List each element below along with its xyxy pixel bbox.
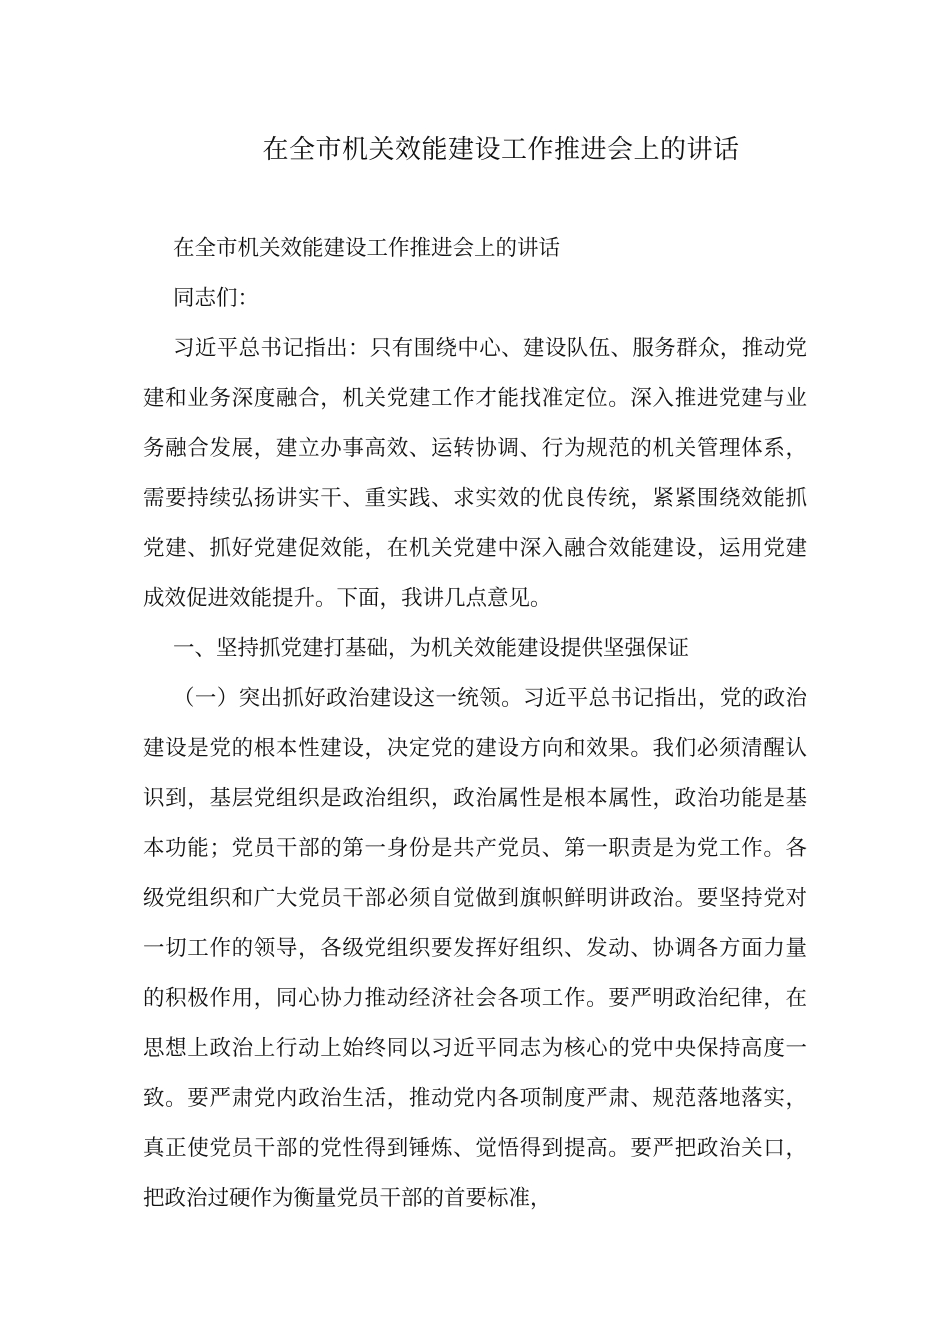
subtitle-paragraph: 在全市机关效能建设工作推进会上的讲话 — [173, 236, 561, 261]
section-heading-1: 一、坚持抓党建打基础，为机关效能建设提供坚强保证 — [173, 636, 690, 661]
intro-paragraph: 习近平总书记指出：只有围绕中心、建设队伍、服务群众，推动党建和业务深度融合，机关党建工作才能找准定位。深入推进党建与业务融合发展，建立办事高效、运转协调、行为规范的机关管理体系，需要持续弘扬讲实干、重实践、求实效的优良传统，紧紧围绕效能抓党建、抓好党建促效能，在机关党建中深入融合效能建设，运用党建成效促进效能提升。下面，我讲几点意见。 — [143, 336, 807, 611]
document-title: 在全市机关效能建设工作推进会上的讲话 — [262, 135, 740, 165]
salutation-paragraph: 同志们： — [173, 286, 260, 311]
subsection-paragraph-1: （一）突出抓好政治建设这一统领。习近平总书记指出，党的政治建设是党的根本性建设，决定党的建设方向和效果。我们必须清醒认识到，基层党组织是政治组织，政治属性是根本属性，政治功能是基本功能；党员干部的第一身份是共产党员、第一职责是为党工作。各级党组织和广大党员干部必须自觉做到旗帜鲜明讲政治。要坚持党对一切工作的领导，各级党组织要发挥好组织、发动、协调各方面力量的积极作用，同心协力推动经济社会各项工作。要严明政治纪律，在思想上政治上行动上始终同以习近平同志为核心的党中央保持高度一致。要严肃党内政治生活，推动党内各项制度严肃、规范落地落实，真正使党员干部的党性得到锤炼、觉悟得到提高。要严把政治关口，把政治过硬作为衡量党员干部的首要标准， — [143, 686, 807, 1211]
document-body — [143, 224, 807, 1224]
